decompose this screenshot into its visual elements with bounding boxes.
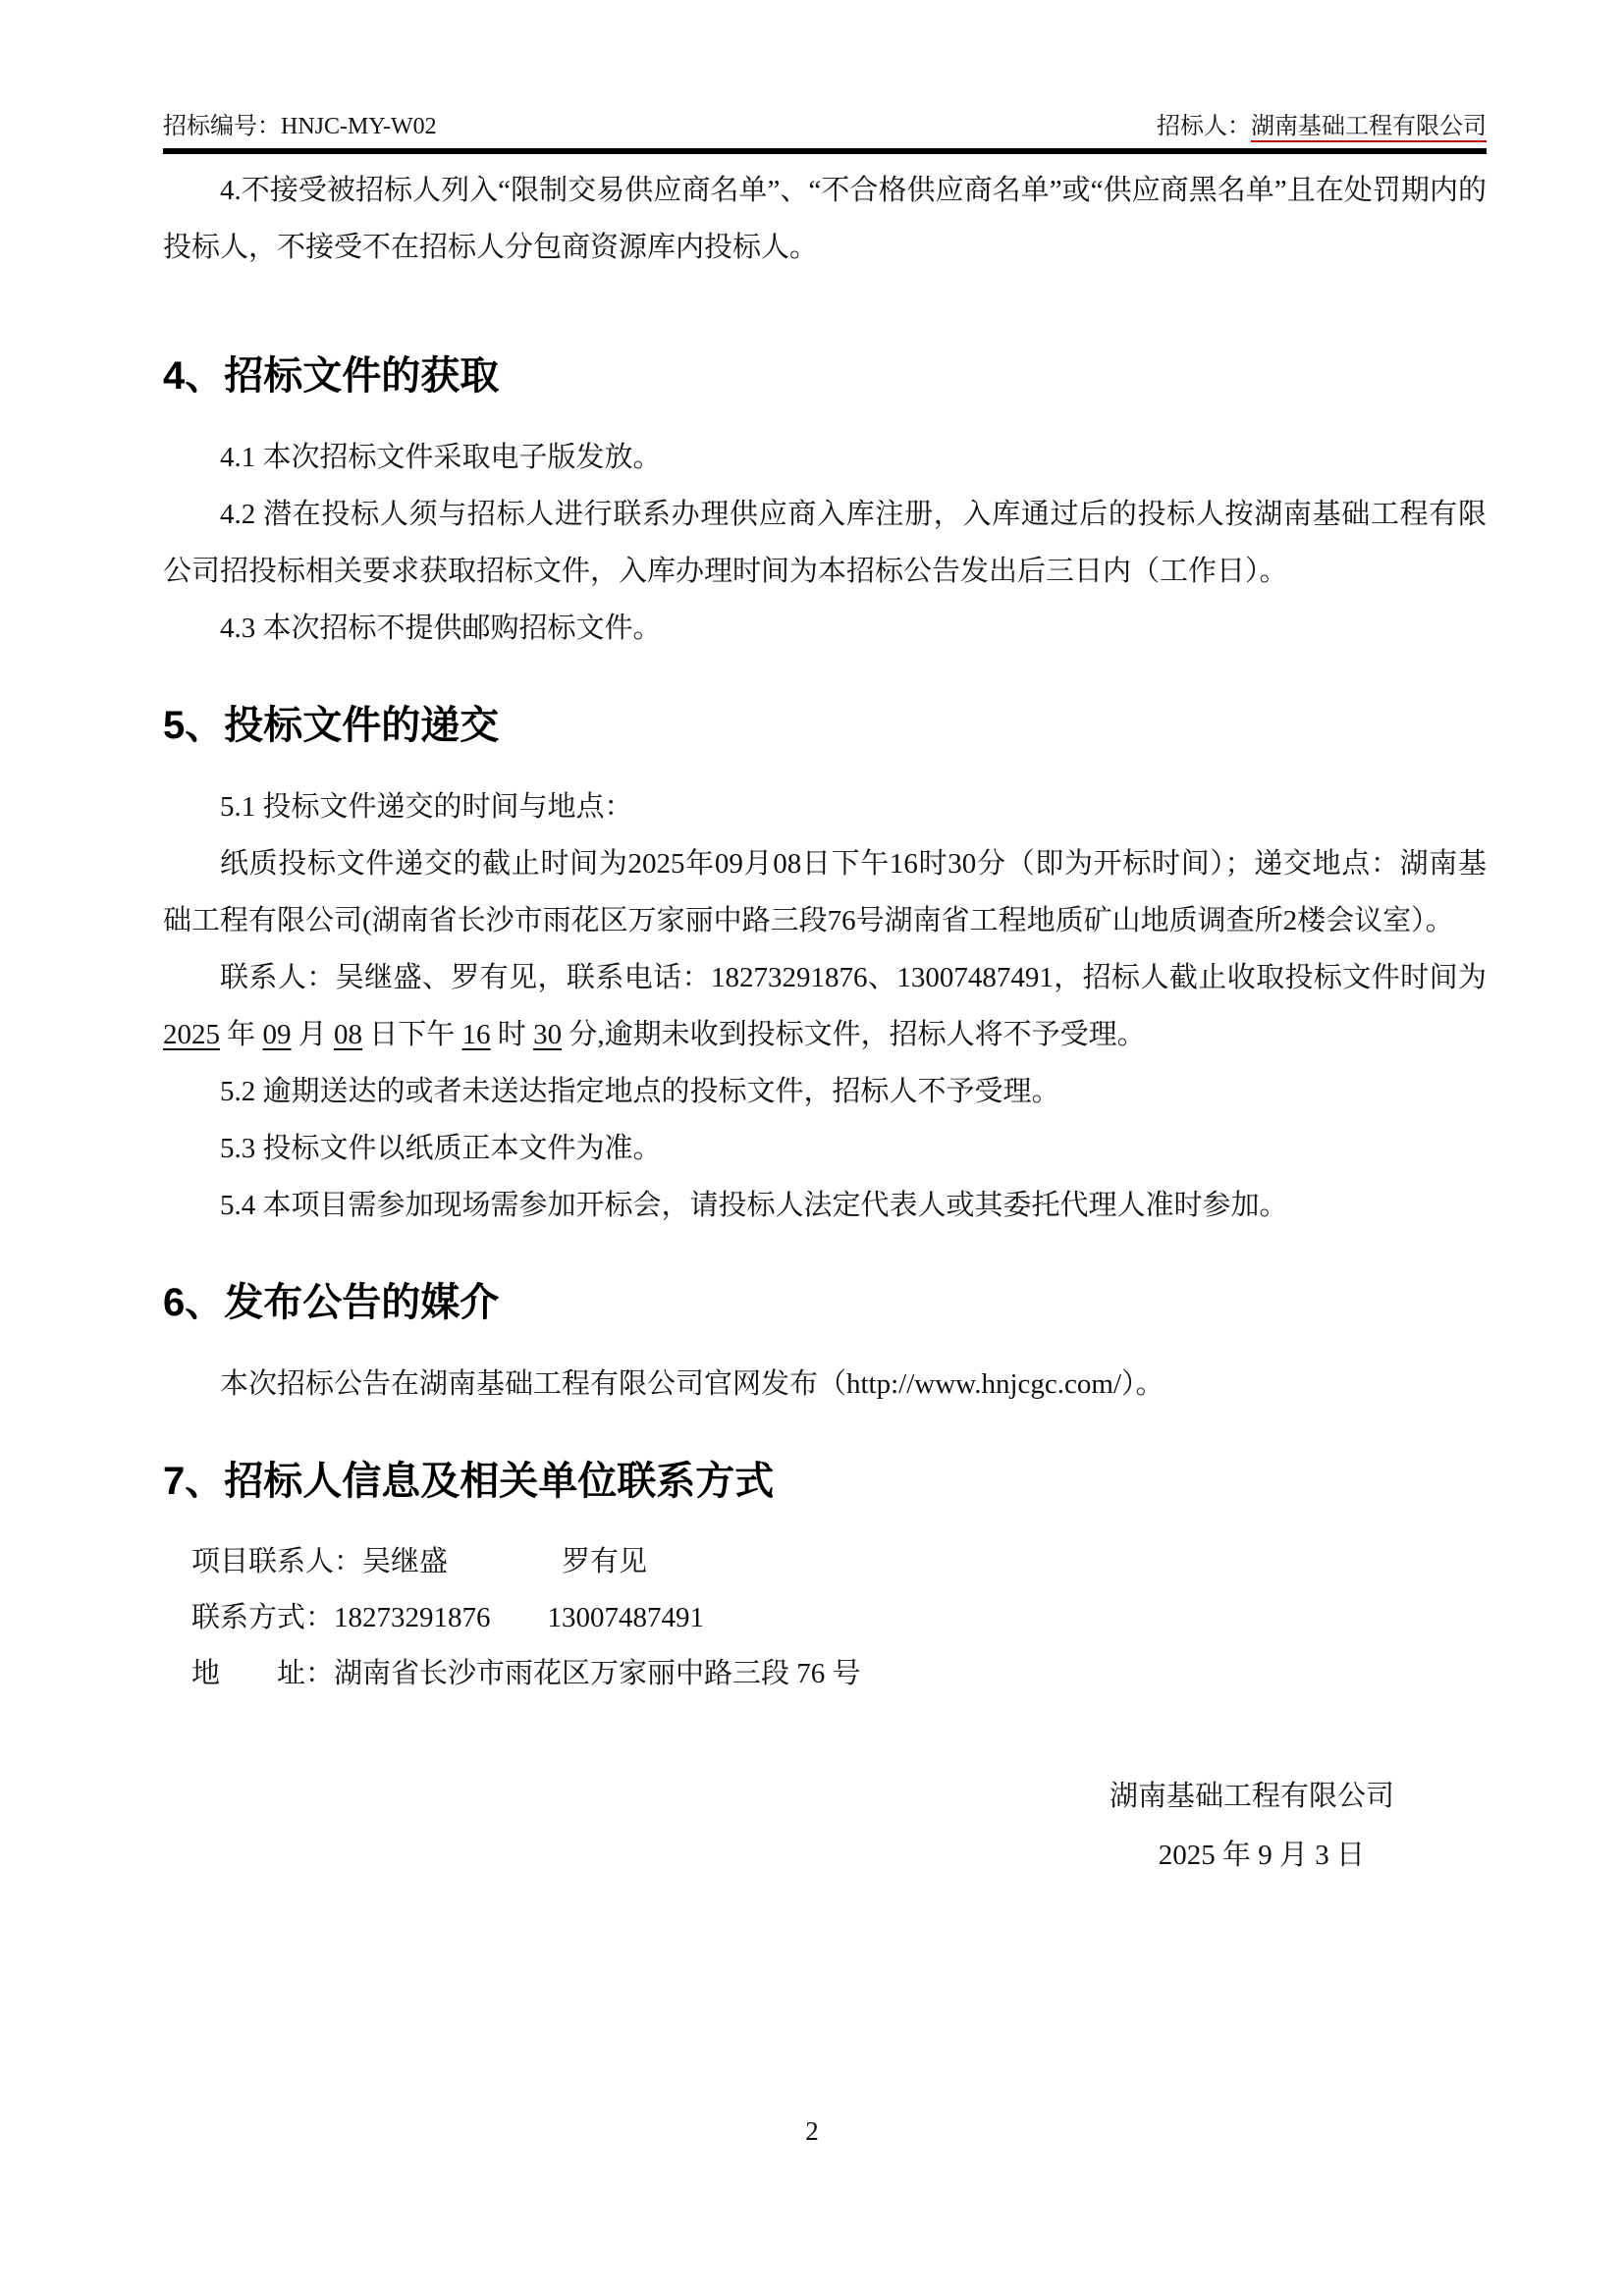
deadline-sep-hour: 时: [490, 1019, 534, 1050]
deadline-day: 08: [334, 1019, 363, 1050]
section7-phone-line: 联系方式：18273291876 13007487491: [191, 1602, 705, 1633]
deadline-month: 09: [262, 1019, 292, 1050]
deadline-minute: 30: [533, 1019, 563, 1050]
section4-p1: 4.1 本次招标文件采取电子版发放。: [220, 442, 662, 473]
deadline-tail: 分,逾期未收到投标文件，招标人将不予受理。: [562, 1019, 1146, 1050]
page-number: 2: [805, 2116, 819, 2146]
section5-p1: 5.1 投标文件递交的时间与地点：: [220, 791, 633, 823]
deadline-sep-month: 月: [291, 1019, 335, 1050]
section7-address-line: 地 址：湖南省长沙市雨花区万家丽中路三段 76 号: [191, 1658, 861, 1689]
signature-company: 湖南基础工程有限公司: [1109, 1781, 1394, 1812]
deadline-sep-day: 日下午: [362, 1019, 462, 1050]
header-tenderer: [1157, 110, 1487, 143]
deadline-sep-year: 年: [220, 1019, 263, 1050]
signature-date: 2025 年 9 月 3 日: [1158, 1840, 1365, 1871]
section5-deadline-paragraph: [163, 949, 1487, 1063]
section4-p3: 4.3 本次招标不提供邮购招标文件。: [220, 613, 662, 644]
section7-heading: 7、招标人信息及相关单位联系方式: [163, 1460, 775, 1503]
section5-heading: 5、投标文件的递交: [163, 704, 500, 747]
section7-contact-line: 项目联系人：吴继盛 罗有见: [191, 1546, 648, 1577]
section5-p6: 5.4 本项目需参加现场需参加开标会，请投标人法定代表人或其委托代理人准时参加。: [220, 1190, 1288, 1221]
deadline-text: 联系人：吴继盛、罗有见，联系电话：18273291876、13007487491，招标人截止收取投标文件时间为: [220, 962, 1487, 993]
header-tender-number: 招标编号：HNJC-MY-W02: [163, 114, 437, 139]
section6-p1: 本次招标公告在湖南基础工程有限公司官网发布（http://www.hnjcgc.com/）。: [220, 1368, 1164, 1400]
section6-heading: 6、发布公告的媒介: [163, 1281, 500, 1324]
section4-p2: 4.2 潜在投标人须与招标人进行联系办理供应商入库注册，入库通过后的投标人按湖南基础工程有限公司招投标相关要求获取招标文件，入库办理时间为本招标公告发出后三日内（工作日）。: [163, 499, 1487, 587]
section5-p5: 5.3 投标文件以纸质正本文件为准。: [220, 1133, 662, 1164]
signature-block: [163, 1767, 1487, 1885]
deadline-year: 2025: [163, 1019, 220, 1050]
deadline-hour: 16: [461, 1019, 491, 1050]
page-header: [163, 110, 1487, 154]
section5-p2: 纸质投标文件递交的截止时间为2025年09月08日下午16时30分（即为开标时间）；递交地点：湖南基础工程有限公司(湖南省长沙市雨花区万家丽中路三段76号湖南省工程地质矿山地质调查所2楼会议室）。: [163, 848, 1487, 936]
header-tenderer-company: 湖南基础工程有限公司: [1251, 114, 1487, 142]
header-tenderer-label: 招标人：: [1157, 114, 1251, 139]
section5-p4: 5.2 逾期送达的或者未送达指定地点的投标文件，招标人不予受理。: [220, 1076, 1060, 1107]
intro-paragraph: 4.不接受被招标人列入“限制交易供应商名单”、“不合格供应商名单”或“供应商黑名单”且在处罚期内的投标人，不接受不在招标人分包商资源库内投标人。: [163, 175, 1487, 263]
section4-heading: 4、招标文件的获取: [163, 354, 500, 398]
